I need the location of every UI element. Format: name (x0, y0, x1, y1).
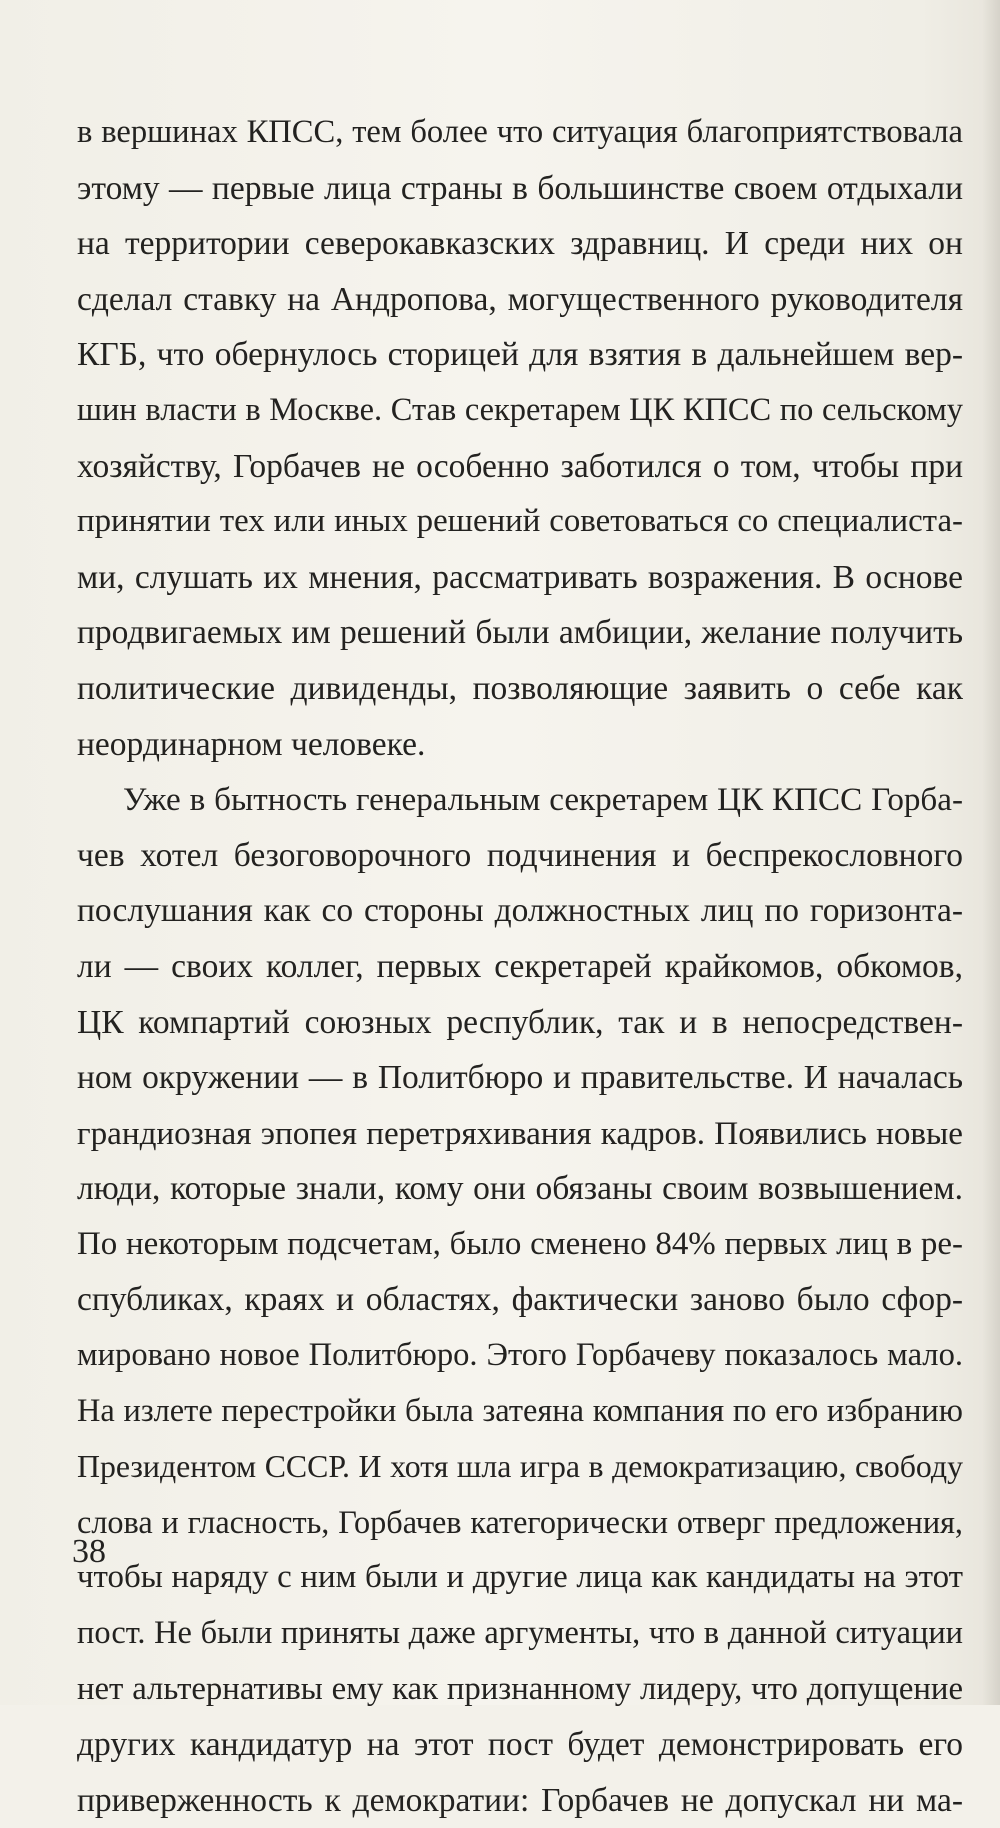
text-line: политические дивиденды, позволяющие заявить о себе как (77, 669, 963, 707)
page-edge-shadow (982, 0, 1000, 1705)
text-line: других кандидатур на этот пост будет демонстрировать его (77, 1726, 963, 1764)
text-line: ЦК компартий союзных республик, так и в непосредствен- (77, 1003, 963, 1041)
text-line: По некоторым подсчетам, было сменено 84% первых лиц в ре- (77, 1225, 963, 1262)
text-line: неординарном человеке. (77, 725, 426, 763)
text-line: в вершинах КПСС, тем более что ситуация благоприятствовала (77, 114, 963, 150)
text-line: сделал ставку на Андропова, могущественного руководителя (77, 280, 963, 318)
text-line: на территории северокавказских здравниц. И среди них он (77, 225, 963, 263)
text-line: мировано новое Политбюро. Этого Горбачеву показалось мало. (77, 1337, 963, 1374)
text-line: слова и гласность, Горбачев категорически отверг предложения, (77, 1503, 963, 1540)
text-line: люди, которые знали, кому они обязаны своим возвышением. (77, 1170, 963, 1208)
text-line: хозяйству, Горбачев не особенно заботился о том, чтобы при (77, 447, 963, 485)
text-line: ном окружении — в Политбюро и правительстве. И началась (77, 1059, 963, 1097)
text-line: Президентом СССР. И хотя шла игра в демократизацию, свободу (77, 1449, 963, 1485)
text-line: нет альтернативы ему как признанному лидеру, что допущение (77, 1670, 963, 1707)
text-line: пост. Не были приняты даже аргументы, что в данной ситуации (77, 1615, 963, 1652)
text-line: этому — первые лица страны в большинстве своем отдыхали (77, 169, 963, 207)
text-line: ми, слушать их мнения, рассматривать возражения. В основе (77, 558, 963, 596)
text-line: чтобы наряду с ним были и другие лица как кандидаты на этот (77, 1559, 963, 1596)
text-line: продвигаемых им решений были амбиции, желание получить (77, 614, 963, 652)
text-line: На излете перестройки была затеяна компания по его избранию (77, 1392, 963, 1429)
page-number: 38 (72, 1533, 106, 1570)
text-line: грандиозная эпопея перетряхивания кадров. Появились новые (77, 1114, 963, 1152)
text-line: принятии тех или иных решений советоваться со специалиста- (77, 503, 963, 540)
text-line: шин власти в Москве. Став секретарем ЦК КПСС по сельскому (77, 391, 963, 428)
text-line: чев хотел безоговорочного подчинения и беспрекословного (77, 836, 963, 874)
body-text (77, 105, 963, 1828)
text-line: послушания как со стороны должностных лиц по горизонта- (77, 892, 963, 930)
text-line: спубликах, краях и областях, фактически заново было сфор- (77, 1281, 963, 1319)
text-line: КГБ, что обернулось сторицей для взятия в дальнейшем вер- (77, 336, 963, 374)
text-line: Уже в бытность генеральным секретарем ЦК КПСС Горба- (123, 781, 963, 819)
text-line: ли — своих коллег, первых секретарей крайкомов, обкомов, (77, 947, 963, 985)
text-line: приверженность к демократии: Горбачев не допускал ни ма- (77, 1781, 963, 1819)
